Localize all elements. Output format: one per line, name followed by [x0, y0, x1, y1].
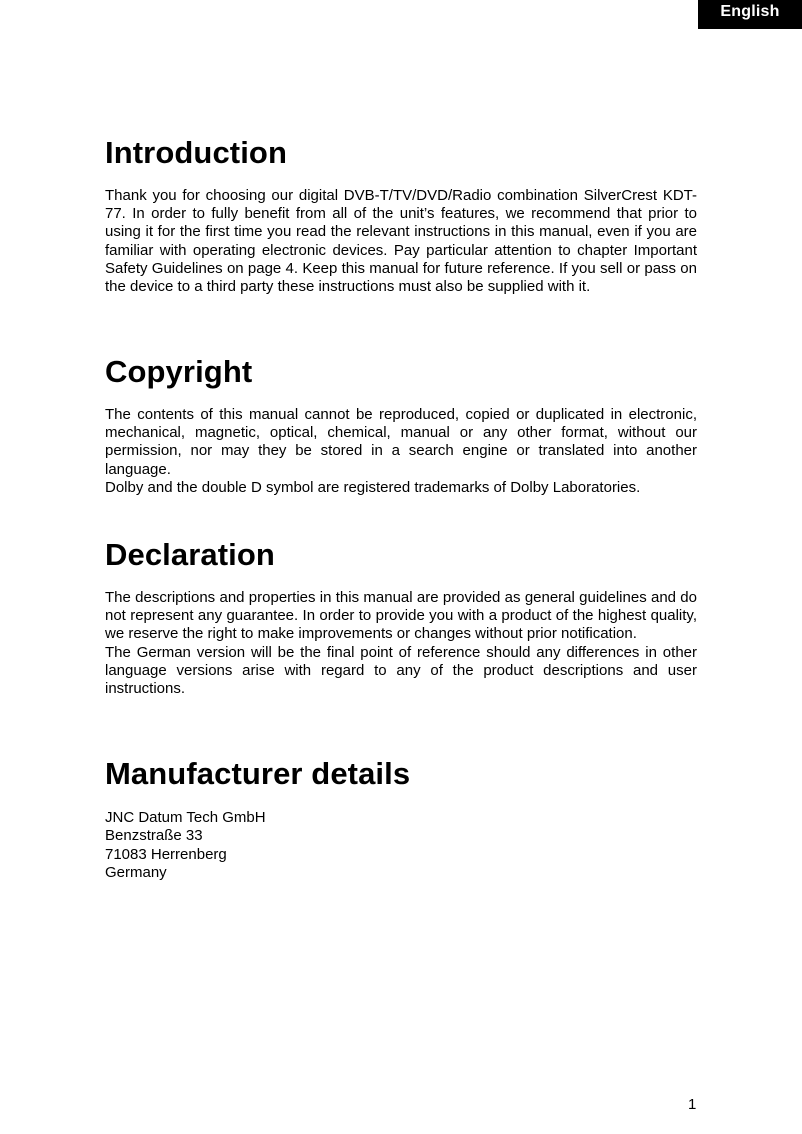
language-tab: English: [698, 0, 802, 29]
manufacturer-country: Germany: [105, 864, 167, 882]
declaration-section: [105, 537, 697, 698]
page-number: 1: [688, 1096, 697, 1113]
manufacturer-street: Benzstraße 33: [105, 827, 203, 845]
manufacturer-city: 71083 Herrenberg: [105, 845, 227, 863]
manufacturer-heading: Manufacturer details: [105, 756, 411, 791]
manufacturer-company: JNC Datum Tech GmbH: [105, 809, 266, 826]
introduction-heading: Introduction: [105, 135, 287, 170]
copyright-section: [105, 354, 697, 497]
introduction-section: [105, 135, 697, 296]
trademark-note: Dolby and the double D symbol are registered trademarks of Dolby Laboratories.: [105, 478, 641, 496]
copyright-paragraph: The contents of this manual cannot be reproduced, copied or duplicated in electronic, mechanical, magnetic, optical, chemical, manual or any other format, without our permission, nor may they be stored in a search engine or translated into another language.: [105, 406, 697, 478]
declaration-paragraph-2: The German version will be the final point of reference should any differences in other language versions arise with regard to any of the product descriptions and user instructions.: [105, 643, 697, 698]
copyright-heading: Copyright: [105, 354, 253, 389]
declaration-heading: Declaration: [105, 537, 275, 572]
declaration-paragraph-1: The descriptions and properties in this manual are provided as general guidelines and do not represent any guarantee. In order to provide you with a product of the highest quality, we reserve the right to make improvements or changes without prior notification.: [105, 589, 697, 643]
manufacturer-section: [105, 756, 697, 883]
manufacturer-address: [105, 809, 697, 883]
introduction-paragraph: Thank you for choosing our digital DVB-T/TV/DVD/Radio combination SilverCrest KDT-77. In order to fully benefit from all of the unit’s features, we recommend that prior to using it for the first time you read the relevant instructions in this manual, even if you are familiar with operating electronic devices. Pay particular attention to chapter Important Safety Guidelines on page 4. Keep this manual for future reference. If you sell or pass on the device to a third party these instructions must also be supplied with it.: [105, 187, 697, 296]
